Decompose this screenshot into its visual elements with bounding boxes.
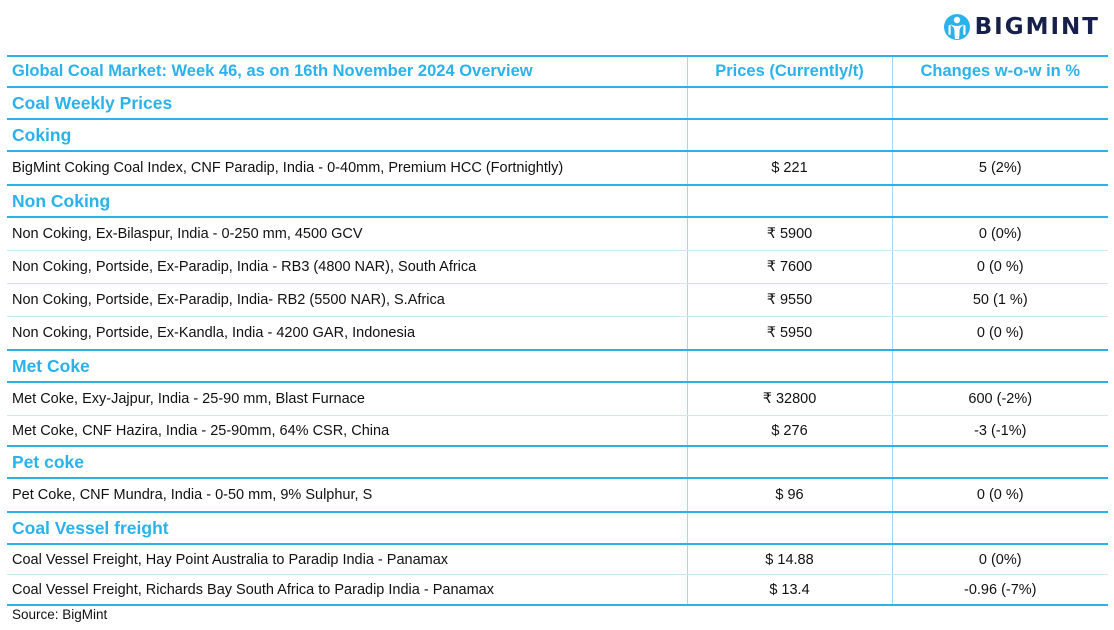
section-change-cell xyxy=(892,87,1108,119)
change-value: -3 (-1%) xyxy=(892,416,1108,447)
commodity-name: Coal Vessel Freight, Richards Bay South Africa to Paradip India - Panamax xyxy=(7,575,687,606)
bigmint-logo-icon xyxy=(943,12,971,42)
price-value: ₹ 7600 xyxy=(687,251,892,284)
section-header-row xyxy=(7,446,1108,478)
change-value: 0 (0%) xyxy=(892,217,1108,251)
table-row xyxy=(7,382,1108,416)
section-price-cell xyxy=(687,87,892,119)
table-row xyxy=(7,416,1108,447)
section-header-row xyxy=(7,87,1108,119)
section-price-cell xyxy=(687,350,892,382)
section-header-row xyxy=(7,119,1108,151)
table-row xyxy=(7,575,1108,606)
section-price-cell xyxy=(687,119,892,151)
commodity-name: Pet Coke, CNF Mundra, India - 0-50 mm, 9% Sulphur, S xyxy=(7,478,687,512)
change-value: 0 (0%) xyxy=(892,544,1108,575)
price-value: $ 96 xyxy=(687,478,892,512)
commodity-name: Non Coking, Portside, Ex-Paradip, India - RB3 (4800 NAR), South Africa xyxy=(7,251,687,284)
section-change-cell xyxy=(892,350,1108,382)
section-header-row xyxy=(7,350,1108,382)
changes-column-header: Changes w-o-w in % xyxy=(892,56,1108,87)
change-value: 50 (1 %) xyxy=(892,284,1108,317)
commodity-name: Met Coke, CNF Hazira, India - 25-90mm, 64% CSR, China xyxy=(7,416,687,447)
table-row xyxy=(7,478,1108,512)
price-value: $ 221 xyxy=(687,151,892,185)
section-price-cell xyxy=(687,446,892,478)
commodity-name: Non Coking, Portside, Ex-Paradip, India- RB2 (5500 NAR), S.Africa xyxy=(7,284,687,317)
bigmint-logo xyxy=(943,10,1100,44)
price-value: ₹ 5900 xyxy=(687,217,892,251)
commodity-name: Coal Vessel Freight, Hay Point Australia to Paradip India - Panamax xyxy=(7,544,687,575)
change-value: 0 (0 %) xyxy=(892,478,1108,512)
commodity-name: Non Coking, Ex-Bilaspur, India - 0-250 mm, 4500 GCV xyxy=(7,217,687,251)
table-title: Global Coal Market: Week 46, as on 16th November 2024 Overview xyxy=(7,56,687,87)
price-value: ₹ 9550 xyxy=(687,284,892,317)
source-note: Source: BigMint xyxy=(12,607,108,622)
table-row xyxy=(7,317,1108,351)
section-change-cell xyxy=(892,119,1108,151)
section-change-cell xyxy=(892,185,1108,217)
change-value: -0.96 (-7%) xyxy=(892,575,1108,606)
section-header-row xyxy=(7,185,1108,217)
price-value: ₹ 5950 xyxy=(687,317,892,351)
section-title: Coal Vessel freight xyxy=(7,512,687,544)
section-header-row xyxy=(7,512,1108,544)
change-value: 600 (-2%) xyxy=(892,382,1108,416)
commodity-name: Non Coking, Portside, Ex-Kandla, India - 4200 GAR, Indonesia xyxy=(7,317,687,351)
table-row xyxy=(7,217,1108,251)
prices-column-header: Prices (Currently/t) xyxy=(687,56,892,87)
section-price-cell xyxy=(687,512,892,544)
section-title: Met Coke xyxy=(7,350,687,382)
section-change-cell xyxy=(892,512,1108,544)
commodity-name: Met Coke, Exy-Jajpur, India - 25-90 mm, Blast Furnace xyxy=(7,382,687,416)
section-title: Non Coking xyxy=(7,185,687,217)
section-change-cell xyxy=(892,446,1108,478)
table-header-row xyxy=(7,56,1108,87)
section-title: Coking xyxy=(7,119,687,151)
table-row xyxy=(7,284,1108,317)
price-value: $ 276 xyxy=(687,416,892,447)
section-title: Coal Weekly Prices xyxy=(7,87,687,119)
section-title: Pet coke xyxy=(7,446,687,478)
table-row xyxy=(7,544,1108,575)
section-price-cell xyxy=(687,185,892,217)
table-row xyxy=(7,151,1108,185)
change-value: 0 (0 %) xyxy=(892,251,1108,284)
coal-market-table xyxy=(7,55,1108,606)
price-value: $ 13.4 xyxy=(687,575,892,606)
change-value: 5 (2%) xyxy=(892,151,1108,185)
bigmint-logo-text: BIGMINT xyxy=(974,14,1100,40)
change-value: 0 (0 %) xyxy=(892,317,1108,351)
price-value: ₹ 32800 xyxy=(687,382,892,416)
commodity-name: BigMint Coking Coal Index, CNF Paradip, India - 0-40mm, Premium HCC (Fortnightly) xyxy=(7,151,687,185)
price-value: $ 14.88 xyxy=(687,544,892,575)
table-row xyxy=(7,251,1108,284)
